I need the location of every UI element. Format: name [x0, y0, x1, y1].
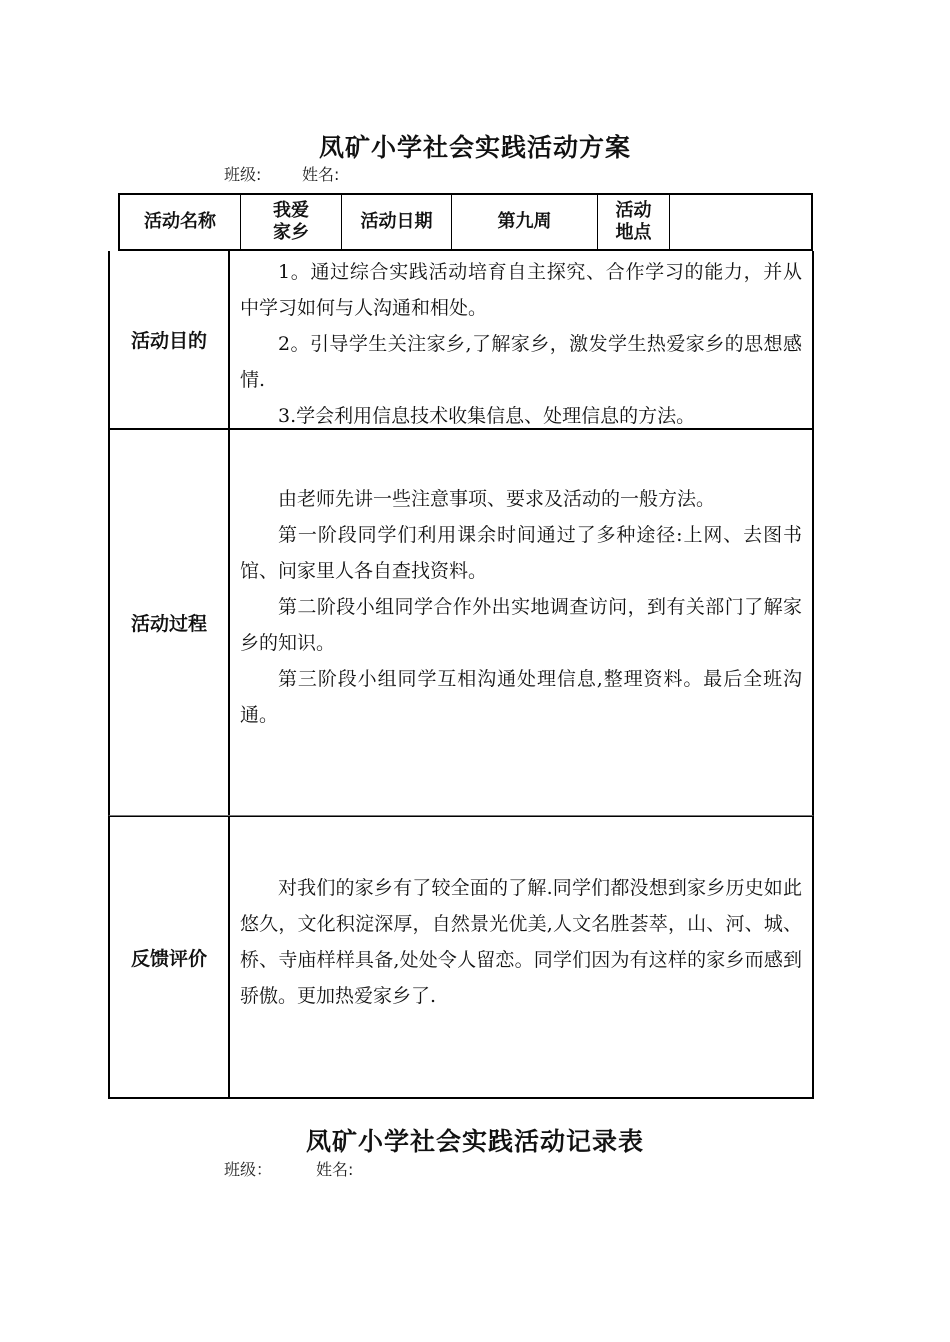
- feedback-text: 对我们的家乡有了较全面的了解.同学们都没想到家乡历史如此悠久，文化积淀深厚，自然景光优美,人文名胜荟萃，山、河、城、桥、寺庙样样具备,处处令人留恋。同学们因为有这样的家乡而感到骄傲。更加热爱家乡了.: [240, 877, 802, 1007]
- record-title: 凤矿小学社会实践活动记录表: [305, 1127, 644, 1156]
- purpose-item: 2。引导学生关注家乡,了解家乡，激发学生热爱家乡的思想感情.: [240, 333, 802, 391]
- feedback-label: 反馈评价: [110, 817, 230, 1097]
- activity-name-value-line1: 我爱: [273, 200, 309, 221]
- process-label: 活动过程: [110, 430, 230, 815]
- activity-name-value: [241, 195, 342, 249]
- purpose-content: [240, 254, 802, 434]
- class-label: 班级:: [224, 165, 262, 184]
- location-label-line2: 地点: [615, 222, 652, 243]
- location-value: [670, 195, 811, 249]
- record-class-label: 班级：: [224, 1160, 273, 1179]
- location-label-line1: 活动: [615, 200, 652, 221]
- activity-date-value: 第九周: [452, 195, 598, 249]
- process-content: [240, 481, 802, 733]
- record-name-label: 姓名:: [316, 1160, 354, 1179]
- page-title: 凤矿小学社会实践活动方案: [318, 133, 631, 162]
- purpose-item: 3.学会利用信息技术收集信息、处理信息的方法。: [278, 405, 696, 427]
- activity-name-label: 活动名称: [120, 195, 241, 249]
- process-item: 第二阶段小组同学合作外出实地调查访问，到有关部门了解家乡的知识。: [240, 596, 802, 654]
- feedback-content: [240, 870, 802, 1014]
- name-label: 姓名:: [302, 165, 340, 184]
- process-row: [108, 430, 814, 816]
- feedback-row: [108, 816, 814, 1099]
- purpose-row: [108, 251, 814, 430]
- location-label: [598, 195, 670, 249]
- activity-name-value-line2: 家乡: [273, 222, 309, 243]
- process-item: 第一阶段同学们利用课余时间通过了多种途径:上网、去图书馆、问家里人各自查找资料。: [240, 524, 802, 582]
- purpose-item: 1。通过综合实践活动培育自主探究、合作学习的能力，并从中学习如何与人沟通和相处。: [240, 261, 802, 319]
- activity-date-label: 活动日期: [342, 195, 452, 249]
- process-item: 由老师先讲一些注意事项、要求及活动的一般方法。: [278, 488, 716, 510]
- process-item: 第三阶段小组同学互相沟通处理信息,整理资料。最后全班沟通。: [240, 668, 802, 726]
- header-row: [118, 193, 813, 251]
- purpose-label: 活动目的: [110, 251, 230, 428]
